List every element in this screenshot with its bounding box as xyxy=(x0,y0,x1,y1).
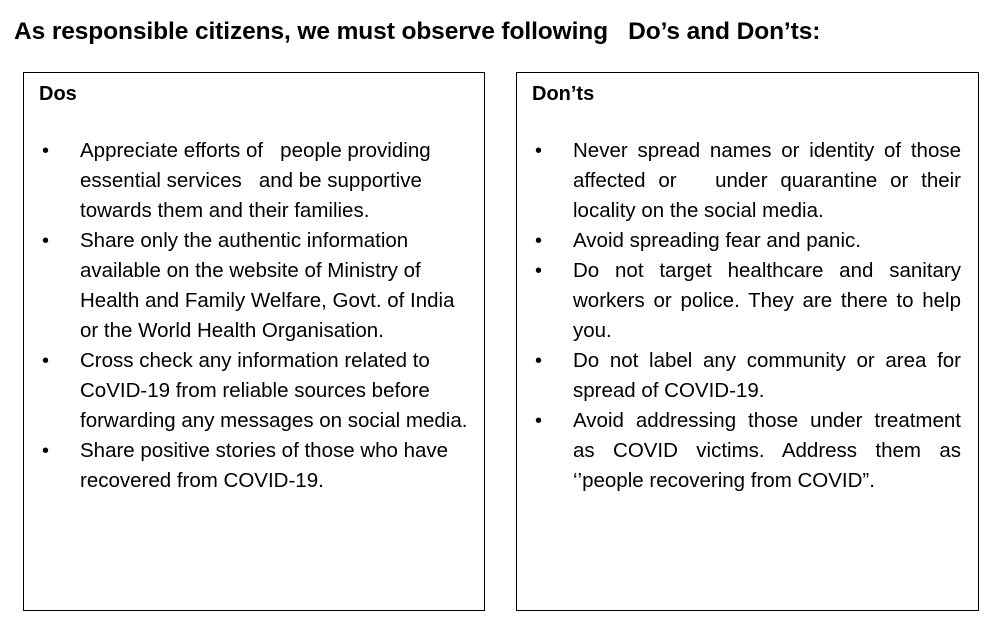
list-item xyxy=(24,226,484,346)
dos-panel xyxy=(23,72,485,611)
list-item-text: Never spread names or identity of those affected or under quarantine or their locality on the social media. xyxy=(573,139,967,222)
list-item-text: Share only the authentic information available on the website of Ministry of Health and Family Welfare, Govt. of India or the World Health Organisation. xyxy=(80,229,455,342)
list-item-text: Do not label any community or area for spread of COVID-19. xyxy=(573,349,961,402)
list-item xyxy=(517,256,978,346)
list-item xyxy=(24,436,484,496)
list-item-text: Share positive stories of those who have recovered from COVID-19. xyxy=(80,439,449,492)
bullet-icon: • xyxy=(535,260,543,282)
dos-list xyxy=(24,136,484,496)
bullet-icon: • xyxy=(535,350,543,372)
list-item-text: Appreciate efforts of people providing essential services and be supportive towards them and their families. xyxy=(80,139,437,222)
list-item-text: Do not target healthcare and sanitary workers or police. They are there to help you. xyxy=(573,259,961,342)
list-item xyxy=(517,226,978,256)
list-item xyxy=(24,136,484,226)
bullet-icon: • xyxy=(535,410,543,432)
list-item xyxy=(24,346,484,436)
donts-title: Don’ts xyxy=(532,83,595,105)
bullet-icon: • xyxy=(42,140,50,162)
list-item xyxy=(517,406,978,496)
dos-title: Dos xyxy=(39,83,77,105)
donts-list xyxy=(517,136,978,496)
bullet-icon: • xyxy=(535,140,543,162)
donts-panel xyxy=(516,72,979,611)
page-heading: As responsible citizens, we must observe following Do’s and Don’ts: xyxy=(14,18,821,45)
bullet-icon: • xyxy=(42,350,50,372)
list-item-text: Cross check any information related to CoVID-19 from reliable sources before forwarding any messages on social media. xyxy=(80,349,468,432)
bullet-icon: • xyxy=(42,440,50,462)
bullet-icon: • xyxy=(535,230,543,252)
list-item-text: Avoid spreading fear and panic. xyxy=(573,229,861,252)
bullet-icon: • xyxy=(42,230,50,252)
list-item-text: Avoid addressing those under treatment as COVID victims. Address them as ‘’people recovering from COVID”. xyxy=(573,409,961,492)
list-item xyxy=(517,136,978,226)
list-item xyxy=(517,346,978,406)
